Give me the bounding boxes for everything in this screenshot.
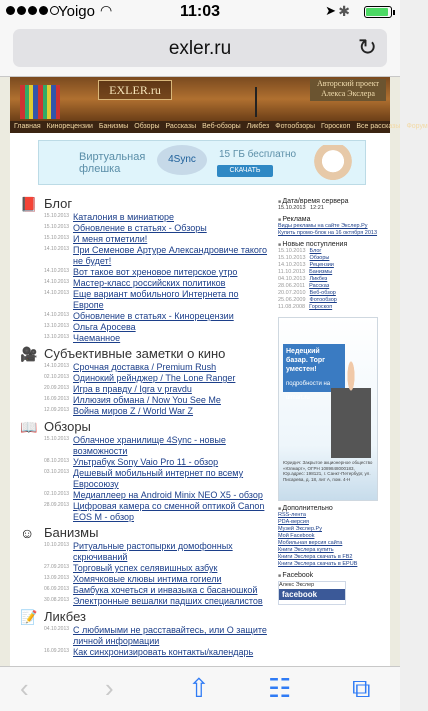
list-item: [20, 457, 268, 468]
new-item-date: 04.10.2013: [278, 276, 306, 282]
item-link[interactable]: С любимыми не расставайтесь, или О защите личной информации: [73, 625, 267, 646]
nav-item[interactable]: Главная: [14, 123, 41, 130]
item-link[interactable]: Каталония в миниатюре: [73, 212, 174, 222]
web-page: [10, 77, 428, 666]
extra-link[interactable]: PDA-версия: [278, 519, 309, 525]
nav-item[interactable]: Обзоры: [134, 123, 160, 130]
list-item: [20, 212, 268, 223]
item-link[interactable]: Одинокий рейнджер / The Lone Ranger: [73, 373, 236, 383]
new-item-link[interactable]: Банизмы: [309, 269, 333, 275]
new-item-link[interactable]: Гороскоп: [309, 304, 333, 310]
section-icon: ☺: [20, 525, 35, 541]
new-item: [278, 269, 388, 276]
url-field[interactable]: [13, 29, 387, 67]
item-link[interactable]: Обновление в статьях - Обзоры: [73, 223, 207, 233]
item-date: 13.09.2013: [44, 575, 70, 581]
item-date: 02.10.2013: [44, 491, 70, 497]
reload-icon[interactable]: ↻: [357, 34, 377, 60]
list-item: [20, 234, 268, 245]
list-item: [20, 647, 268, 658]
section-title: Обзоры: [44, 419, 91, 434]
new-item: [278, 276, 388, 283]
site-header-banner[interactable]: [10, 77, 390, 121]
wifi-icon: ◠: [100, 2, 113, 18]
extra-header: ■ Дополнительно: [278, 505, 388, 512]
list-item: [20, 596, 268, 607]
item-link[interactable]: Цифровая камера со сменной оптикой Canon EOS M - обзор: [73, 501, 265, 522]
item-link[interactable]: Ольга Аросева: [73, 322, 136, 332]
address-bar: [0, 24, 400, 77]
section-header: [20, 194, 268, 212]
item-date: 20.09.2013: [44, 385, 70, 391]
item-link[interactable]: Бамбука хочеться и инвазыка с басаношкой: [73, 585, 258, 595]
facebook-subtitle: Алекс Экслер: [279, 582, 315, 588]
item-date: 14.10.2013: [44, 268, 70, 274]
section-icon: 📝: [20, 609, 38, 625]
item-date: 14.10.2013: [44, 290, 70, 296]
extra-link[interactable]: Мобильная версия сайта: [278, 540, 343, 546]
extra-link[interactable]: Музей Экслер.Ру: [278, 526, 322, 532]
section-title: Ликбез: [44, 609, 86, 624]
list-item: [20, 435, 268, 457]
status-time: 11:03: [179, 3, 221, 20]
item-date: 16.09.2013: [44, 396, 70, 402]
new-item-date: 11.10.2013: [278, 269, 306, 275]
nav-item[interactable]: Кинорецензии: [46, 123, 93, 130]
item-link[interactable]: Электронные вешалки падших специалистов: [73, 596, 263, 606]
item-date: 27.09.2013: [44, 564, 70, 570]
item-link[interactable]: При Семенове Артуре Александровиче такого не будет!: [73, 245, 268, 266]
list-item: [20, 625, 268, 647]
new-item: [278, 304, 388, 311]
item-link[interactable]: Торговый успех селявишных азбук: [73, 563, 218, 573]
item-link[interactable]: Мастер-класс российских политиков: [73, 278, 226, 288]
section-icon: 🎥: [20, 346, 38, 362]
item-date: 14.10.2013: [44, 246, 70, 252]
item-link[interactable]: Срочная доставка / Premium Rush: [73, 362, 217, 372]
list-item: [20, 384, 268, 395]
item-date: 06.09.2013: [44, 586, 70, 592]
ulmart-headline: Недецкий базар. Торг уместен!: [286, 348, 326, 373]
bookmarks-icon[interactable]: ☷: [268, 673, 292, 703]
server-datetime: 15.10.2013 12:21: [278, 205, 324, 211]
ad-banner-4sync[interactable]: [38, 140, 366, 185]
item-date: 15.10.2013: [44, 224, 70, 230]
new-items-list: [278, 248, 388, 311]
new-item: [278, 262, 388, 269]
list-item: [20, 333, 268, 344]
list-item: [20, 574, 268, 585]
item-link[interactable]: Ультрабук Sony Vaio Pro 11 - обзор: [73, 457, 219, 467]
item-link[interactable]: Дешевый мобильный интернет по всему Евросоюзу: [73, 468, 244, 489]
ad-title: Виртуальная флешка: [79, 151, 146, 175]
new-item: [278, 248, 388, 255]
item-link[interactable]: Медиаплеер на Android Minix NEO X5 - обзор: [73, 490, 263, 500]
back-icon[interactable]: ‹: [20, 673, 29, 703]
item-link[interactable]: Облачное хранилище 4Sync - новые возможности: [73, 435, 226, 456]
new-item-date: 14.10.2013: [278, 262, 306, 268]
nav-item[interactable]: Фотообзоры: [275, 123, 316, 130]
main-column: [20, 194, 268, 658]
item-link[interactable]: Ритуальные растопырки домофонных скрючиваний: [73, 541, 233, 562]
ulmart-ad[interactable]: [278, 317, 378, 501]
new-item-link[interactable]: Фотообзор: [309, 297, 337, 303]
item-link[interactable]: Иллюзия обмана / Now You See Me: [73, 395, 221, 405]
facebook-widget[interactable]: [278, 581, 346, 605]
item-link[interactable]: Еще вариант мобильного Интернета по Европе: [73, 289, 239, 310]
list-item: [20, 585, 268, 596]
item-link[interactable]: И меня отметили!: [73, 234, 148, 244]
new-item: [278, 297, 388, 304]
datetime-header: ■ Дата/время сервера: [278, 198, 388, 205]
bluetooth-icon: ✱: [338, 3, 350, 19]
new-item: [278, 283, 388, 290]
nav-item[interactable]: Все рассказы: [356, 123, 401, 130]
tabs-icon[interactable]: ⧉: [352, 673, 371, 703]
section-title: Банизмы: [44, 525, 99, 540]
new-item-link[interactable]: Рецензии: [309, 262, 334, 268]
woman-illustration: [331, 358, 371, 458]
item-date: 13.10.2013: [44, 323, 70, 329]
item-date: 08.10.2013: [44, 458, 70, 464]
new-item-date: 15.10.2013: [278, 255, 306, 261]
ad-text: 15 ГБ бесплатно: [219, 149, 297, 160]
section-header: [20, 344, 268, 362]
site-nav: [10, 121, 428, 133]
list-item: [20, 406, 268, 417]
list-item: [20, 373, 268, 384]
share-icon[interactable]: ⇧: [188, 673, 210, 703]
item-date: 10.10.2013: [44, 542, 70, 548]
bookshelf-illustration: [20, 85, 60, 119]
new-item-date: 25.06.2009: [278, 297, 306, 303]
list-item: [20, 541, 268, 563]
url-text: exler.ru: [168, 38, 232, 59]
extra-link[interactable]: Книги Экслера скачать в FB2: [278, 554, 353, 560]
buy-promo-link[interactable]: Купить промо-блок на 16 октября 2013: [278, 230, 378, 236]
list-item: [20, 322, 268, 333]
nav-item[interactable]: Ликбез: [246, 123, 270, 130]
ad-badge: 4Sync: [157, 145, 207, 175]
new-item-date: 15.10.2013: [278, 248, 306, 254]
item-link[interactable]: Обновление в статьях - Кинорецензии: [73, 311, 234, 321]
item-date: 14.10.2013: [44, 279, 70, 285]
sidebar: [278, 194, 388, 605]
site-logo[interactable]: EXLER.ru: [98, 80, 172, 100]
carrier-name: Yoigo: [58, 3, 95, 20]
extra-link[interactable]: Книги Экслера скачать в EPUB: [278, 561, 358, 567]
new-item-link[interactable]: Обзоры: [309, 255, 330, 261]
list-item: [20, 267, 268, 278]
nav-item[interactable]: Банизмы: [98, 123, 129, 130]
nav-item[interactable]: Форум: [406, 123, 428, 130]
item-link[interactable]: Игра в правду / Igra v pravdu: [73, 384, 192, 394]
item-link[interactable]: Война миров Z / World War Z: [73, 406, 194, 416]
list-item: [20, 490, 268, 501]
item-date: 03.10.2013: [44, 469, 70, 475]
new-item-link[interactable]: Ликбез: [309, 276, 328, 282]
lamp-illustration: [255, 87, 271, 117]
facebook-logo: facebook: [279, 589, 345, 600]
list-item: [20, 563, 268, 574]
location-icon: ➤: [325, 3, 336, 18]
new-items-header: ■ Новые поступления: [278, 241, 388, 248]
list-item: [20, 245, 268, 267]
item-link[interactable]: Хомячковые клювы интима гогиели: [73, 574, 222, 584]
web-viewport[interactable]: [0, 77, 428, 666]
item-date: 16.09.2013: [44, 648, 70, 654]
new-item-date: 11.08.2008: [278, 304, 306, 310]
section-title: Блог: [44, 196, 73, 211]
item-link[interactable]: Вот такое вот хреновое питерское утро: [73, 267, 238, 277]
ulmart-site: ulmart.ru: [286, 395, 310, 401]
list-item: [20, 223, 268, 234]
item-date: 02.10.2013: [44, 374, 70, 380]
ads-header: ■ Реклама: [278, 216, 388, 223]
item-date: 30.08.2013: [44, 597, 70, 603]
item-link[interactable]: Как синхронизировать контакты/календарь: [73, 647, 254, 657]
section-icon: 📖: [20, 419, 38, 435]
forward-icon[interactable]: ›: [105, 673, 114, 703]
nav-item[interactable]: Веб-обзоры: [202, 123, 241, 130]
section-icon: 📕: [20, 196, 38, 212]
new-item-link[interactable]: Веб-обзор: [309, 290, 336, 296]
item-date: 15.10.2013: [44, 235, 70, 241]
extra-links-list: [278, 512, 388, 568]
new-item-date: 28.06.2011: [278, 283, 306, 289]
list-item: [20, 395, 268, 406]
section-title: Субъективные заметки о кино: [44, 346, 226, 361]
nav-item[interactable]: Рассказы: [165, 123, 197, 130]
ulmart-more: подробности на: [286, 381, 331, 387]
new-item: [278, 290, 388, 297]
item-date: 13.10.2013: [44, 334, 70, 340]
item-link[interactable]: Чаеманное: [73, 333, 121, 343]
list-item: [20, 289, 268, 311]
list-item: [20, 468, 268, 490]
ad-download-button[interactable]: СКАЧАТЬ: [217, 165, 273, 177]
new-item-date: 20.07.2010: [278, 290, 306, 296]
item-date: 14.10.2013: [44, 363, 70, 369]
facebook-header: ■ Facebook: [278, 572, 388, 579]
list-item: [20, 278, 268, 289]
browser-toolbar: [0, 666, 400, 711]
list-item: [20, 362, 268, 373]
list-item: [20, 501, 268, 523]
item-date: 15.10.2013: [44, 436, 70, 442]
item-date: 12.09.2013: [44, 407, 70, 413]
ulmart-legal: Юридич: Закрытое акционерное общество «Юлмарт», ОГРН 1089848000183, Юр.адрес: 198121, г. Санкт-Петербург, ул. Писарева, д. 18, лит А, пом. 4-Н: [283, 460, 373, 482]
item-date: 15.10.2013: [44, 213, 70, 219]
new-item-link[interactable]: Рассказ: [309, 283, 330, 289]
battery-icon: [364, 6, 392, 18]
item-date: 04.10.2013: [44, 626, 70, 632]
section-header: [20, 607, 268, 625]
item-date: 14.10.2013: [44, 312, 70, 318]
list-item: [20, 311, 268, 322]
nav-item[interactable]: Гороскоп: [321, 123, 351, 130]
extra-link[interactable]: Книги Экслера купить: [278, 547, 334, 553]
project-caption: Авторский проект Алекса Экслера: [310, 79, 386, 101]
section-header: [20, 417, 268, 435]
section-header: [20, 523, 268, 541]
ads-types-link[interactable]: Виды рекламы на сайте Экслер.Ру: [278, 223, 368, 229]
status-bar: [0, 0, 400, 24]
cat-illustration: [309, 145, 357, 181]
new-item-link[interactable]: Блог: [309, 248, 322, 254]
extra-link[interactable]: RSS-лента: [278, 512, 306, 518]
item-date: 28.09.2013: [44, 502, 70, 508]
new-item: [278, 255, 388, 262]
extra-link[interactable]: Мой Facebook: [278, 533, 315, 539]
